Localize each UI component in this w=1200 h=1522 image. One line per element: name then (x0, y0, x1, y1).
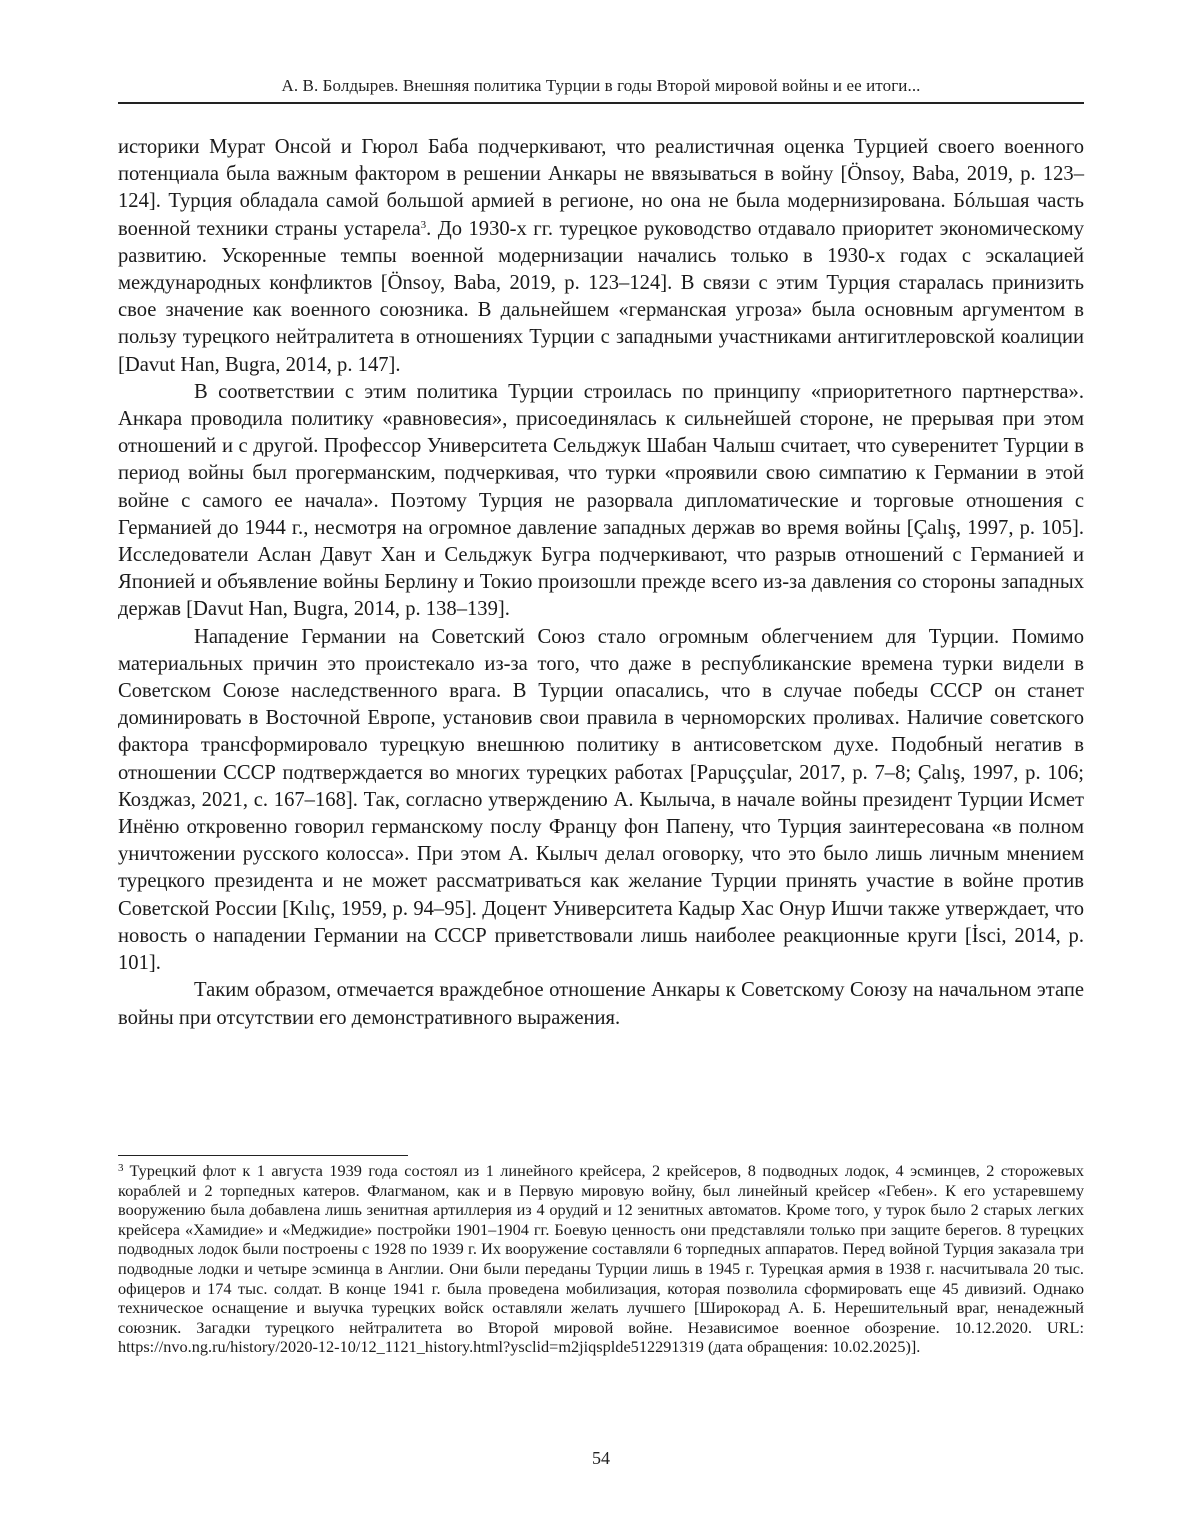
paragraph-4: Таким образом, отмечается враждебное отношение Анкары к Советскому Союзу на начальном этапе войны при отсутствии его демонстративного выражения. (118, 979, 1084, 1029)
running-header: А. В. Болдырев. Внешняя политика Турции в годы Второй мировой войны и ее итоги... (281, 76, 921, 95)
journal-page (118, 0, 1084, 1522)
footnote-3 (118, 1161, 1084, 1357)
footnote-text: Турецкий флот к 1 августа 1939 года состоял из 1 линейного крейсера, 2 крейсеров, 8 подводных лодок, 4 эсминцев, 2 сторожевых кораблей и 2 торпедных катеров. Флагманом, как и в Первую мировую войну, был линейный крейсер «Гебен». К его устаревшему вооружению была добавлена лишь зенитная артиллерия из 4 орудий и 12 зенитных автоматов. Кроме того, у турок было 2 старых легких крейсера «Хамидие» и «Меджидие» постройки 1901–1904 гг. Боевую ценность они представляли только при защите берегов. 8 турецких подводных лодок были построены с 1928 по 1939 г. Их вооружение составляли 6 торпедных аппаратов. Перед войной Турция заказала три подводные лодки и четыре эсминца в Англии. Они были переданы Турции лишь в 1945 г. Турецкая армия в 1938 г. насчитывала 20 тыс. офицеров и 174 тыс. солдат. В конце 1941 г. была проведена мобилизация, которая позволила сформировать еще 45 дивизий. Однако техническое оснащение и выучка турецких войск оставляли желать лучшего [Широкорад А. Б. Нерешительный враг, ненадежный союзник. Загадки турецкого нейтралитета во Второй мировой войне. Независимое военное обозрение. 10.12.2020. URL: https://nvo.ng.ru/history/2020-12-10/12_1121_history.html?ysclid=m2jiqsplde512291319 (дата обращения: 10.02.2025)]. (118, 1161, 1084, 1357)
paragraph-1-text-b: . До 1930-х гг. турецкое руководство отдавало приоритет экономическому развитию. Ускоренные темпы военной модернизации начались только в 1930-х годах с эскалацией международных конфликтов [Önsoy, Baba, 2019, p. 123–124]. В связи с этим Турция старалась принизить свое значение как военного союзника. В дальнейшем «германская угроза» была основным аргументом в пользу турецкого нейтралитета в отношениях Турции с западными участниками антигитлеровской коалиции [Davut Han, Bugra, 2014, p. 147]. (118, 217, 1084, 376)
paragraph-1-text-a: историки Мурат Онсой и Гюрол Баба подчеркивают, что реалистичная оценка Турцией своего военного потенциала была важным фактором в решении Анкары не ввязываться в войну [Önsoy, Baba, 2019, p. 123–124]. Турция обладала самой большой армией в регионе, но она не была модернизирована. Бóльшая часть военной техники страны устарела (118, 136, 1084, 240)
paragraph-1 (118, 134, 1084, 379)
page-number: 54 (592, 1448, 610, 1468)
footnote-number: 3 (118, 1162, 124, 1174)
paragraph-3: Нападение Германии на Советский Союз стало огромным облегчением для Турции. Помимо материальных причин это проистекало из-за того, что даже в республиканские времена турки видели в Советском Союзе наследственного врага. В Турции опасались, что в случае победы СССР он станет доминировать в Восточной Европе, установив свои правила в черноморских проливах. Наличие советского фактора трансформировало турецкую внешнюю политику в антисоветском духе. Подобный негатив в отношении СССР подтверждается во многих турецких работах [Papuççular, 2017, p. 7–8; Çalış, 1997, p. 106; Козджаз, 2021, c. 167–168]. Так, согласно утверждению А. Кылыча, в начале войны президент Турции Исмет Инёню откровенно говорил германскому послу Францу фон Папену, что Турция заинтересована «в полном уничтожении русского колосса». При этом А. Кылыч делал оговорку, что это было лишь личным мнением турецкого президента и не может рассматриваться как желание Турции принять участие в войне против Советской России [Kılıç, 1959, p. 94–95]. Доцент Университета Кадыр Хас Онур Ишчи также утверждает, что новость о нападении Германии на СССР приветствовали лишь наиболее реакционные круги [İsci, 2014, p. 101]. (118, 625, 1084, 975)
paragraph-2: В соответствии с этим политика Турции строилась по принципу «приоритетного партнерства». Анкара проводила политику «равновесия», присоединялась к сильнейшей стороне, не прерывая при этом отношений и с другой. Профессор Университета Сельджук Шабан Чалыш считает, что суверенитет Турции в период войны был прогерманским, подчеркивая, что турки «проявили свою симпатию к Германии в этой войне с самого ее начала». Поэтому Турция не разорвала дипломатические и торговые отношения с Германией до 1944 г., несмотря на огромное давление западных держав во время войны [Çalış, 1997, p. 105]. Исследователи Аслан Давут Хан и Сельджук Бугра подчеркивают, что разрыв отношений с Германией и Японией и объявление войны Берлину и Токио произошли прежде всего из-за давления со стороны западных держав [Davut Han, Bugra, 2014, p. 138–139]. (118, 380, 1084, 621)
footnote-reference-3[interactable]: 3 (420, 218, 427, 231)
footnote-rule (118, 1155, 408, 1156)
article-body (118, 134, 1084, 1032)
header-rule (118, 102, 1084, 104)
